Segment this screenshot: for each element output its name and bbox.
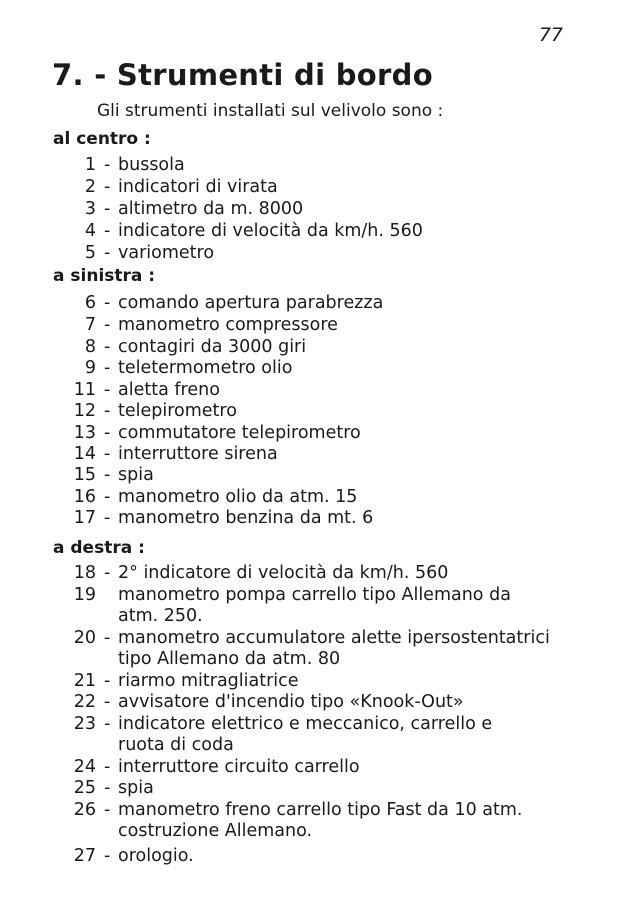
item-dash: - bbox=[104, 487, 111, 507]
item-text: commutatore telepirometro bbox=[118, 423, 361, 443]
item-dash: - bbox=[104, 714, 111, 734]
item-continuation: atm. 250. bbox=[118, 606, 203, 626]
item-dash: - bbox=[104, 628, 111, 648]
item-dash: - bbox=[104, 508, 111, 528]
item-dash: - bbox=[104, 337, 111, 357]
item-number: 5 bbox=[84, 243, 96, 263]
item-number: 25 bbox=[73, 778, 96, 798]
item-dash: - bbox=[104, 800, 111, 820]
item-number: 9 bbox=[84, 358, 96, 378]
item-dash: - bbox=[104, 423, 111, 443]
item-dash: - bbox=[104, 380, 111, 400]
item-dash: - bbox=[104, 692, 111, 712]
item-text: interruttore sirena bbox=[118, 444, 278, 464]
item-number: 14 bbox=[73, 444, 96, 464]
item-continuation: costruzione Allemano. bbox=[118, 821, 313, 841]
item-continuation: tipo Allemano da atm. 80 bbox=[118, 649, 341, 669]
item-dash: - bbox=[104, 465, 111, 485]
item-text: spia bbox=[118, 778, 154, 798]
item-number: 18 bbox=[73, 563, 96, 583]
page-title: 7. - Strumenti di bordo bbox=[52, 58, 433, 92]
item-text: manometro benzina da mt. 6 bbox=[118, 508, 374, 528]
item-number: 3 bbox=[84, 199, 96, 219]
item-dash: - bbox=[104, 358, 111, 378]
item-dash: - bbox=[104, 563, 111, 583]
item-dash: - bbox=[104, 315, 111, 335]
item-number: 19 bbox=[73, 585, 96, 605]
item-text: contagiri da 3000 giri bbox=[118, 337, 307, 357]
item-dash: - bbox=[104, 155, 111, 175]
item-number: 7 bbox=[84, 315, 96, 335]
item-number: 27 bbox=[73, 846, 96, 866]
item-text: 2° indicatore di velocità da km/h. 560 bbox=[118, 563, 449, 583]
item-text: interruttore circuito carrello bbox=[118, 757, 360, 777]
item-dash: - bbox=[104, 293, 111, 313]
item-dash: - bbox=[104, 221, 111, 241]
item-number: 16 bbox=[73, 487, 96, 507]
item-text: teletermometro olio bbox=[118, 358, 293, 378]
item-number: 12 bbox=[73, 401, 96, 421]
item-text: altimetro da m. 8000 bbox=[118, 199, 304, 219]
item-text: indicatore elettrico e meccanico, carrello e bbox=[118, 714, 493, 734]
item-text: manometro olio da atm. 15 bbox=[118, 487, 358, 507]
item-dash: - bbox=[104, 757, 111, 777]
item-dash: - bbox=[104, 177, 111, 197]
item-continuation: ruota di coda bbox=[118, 735, 234, 755]
item-number: 1 bbox=[84, 155, 96, 175]
item-text: comando apertura parabrezza bbox=[118, 293, 384, 313]
item-text: manometro compressore bbox=[118, 315, 338, 335]
item-number: 6 bbox=[84, 293, 96, 313]
item-dash: - bbox=[104, 199, 111, 219]
item-text: manometro pompa carrello tipo Allemano da bbox=[118, 585, 511, 605]
item-dash: - bbox=[104, 846, 111, 866]
item-number: 23 bbox=[73, 714, 96, 734]
item-number: 4 bbox=[84, 221, 96, 241]
item-number: 22 bbox=[73, 692, 96, 712]
page-number: 77 bbox=[538, 24, 563, 46]
item-text: manometro freno carrello tipo Fast da 10 atm. bbox=[118, 800, 523, 820]
item-number: 15 bbox=[73, 465, 96, 485]
section-heading-left: a sinistra : bbox=[53, 266, 156, 286]
item-number: 17 bbox=[73, 508, 96, 528]
item-text: orologio. bbox=[118, 846, 194, 866]
item-dash: - bbox=[104, 778, 111, 798]
item-text: bussola bbox=[118, 155, 185, 175]
item-text: riarmo mitragliatrice bbox=[118, 671, 299, 691]
item-dash: - bbox=[104, 444, 111, 464]
item-number: 11 bbox=[73, 380, 96, 400]
item-text: variometro bbox=[118, 243, 215, 263]
item-number: 2 bbox=[84, 177, 96, 197]
item-dash: - bbox=[104, 243, 111, 263]
section-heading-center: al centro : bbox=[53, 129, 151, 149]
section-heading-right: a destra : bbox=[53, 538, 145, 558]
item-dash: - bbox=[104, 671, 111, 691]
item-text: manometro accumulatore alette ipersostentatrici bbox=[118, 628, 550, 648]
item-text: indicatori di virata bbox=[118, 177, 278, 197]
item-text: aletta freno bbox=[118, 380, 220, 400]
item-number: 13 bbox=[73, 423, 96, 443]
intro-text: Gli strumenti installati sul velivolo sono : bbox=[97, 101, 444, 121]
item-dash: - bbox=[104, 401, 111, 421]
item-text: indicatore di velocità da km/h. 560 bbox=[118, 221, 423, 241]
item-text: avvisatore d'incendio tipo «Knook-Out» bbox=[118, 692, 464, 712]
item-number: 20 bbox=[73, 628, 96, 648]
item-number: 21 bbox=[73, 671, 96, 691]
item-number: 8 bbox=[84, 337, 96, 357]
item-text: spia bbox=[118, 465, 154, 485]
item-number: 26 bbox=[73, 800, 96, 820]
item-text: telepirometro bbox=[118, 401, 237, 421]
item-number: 24 bbox=[73, 757, 96, 777]
